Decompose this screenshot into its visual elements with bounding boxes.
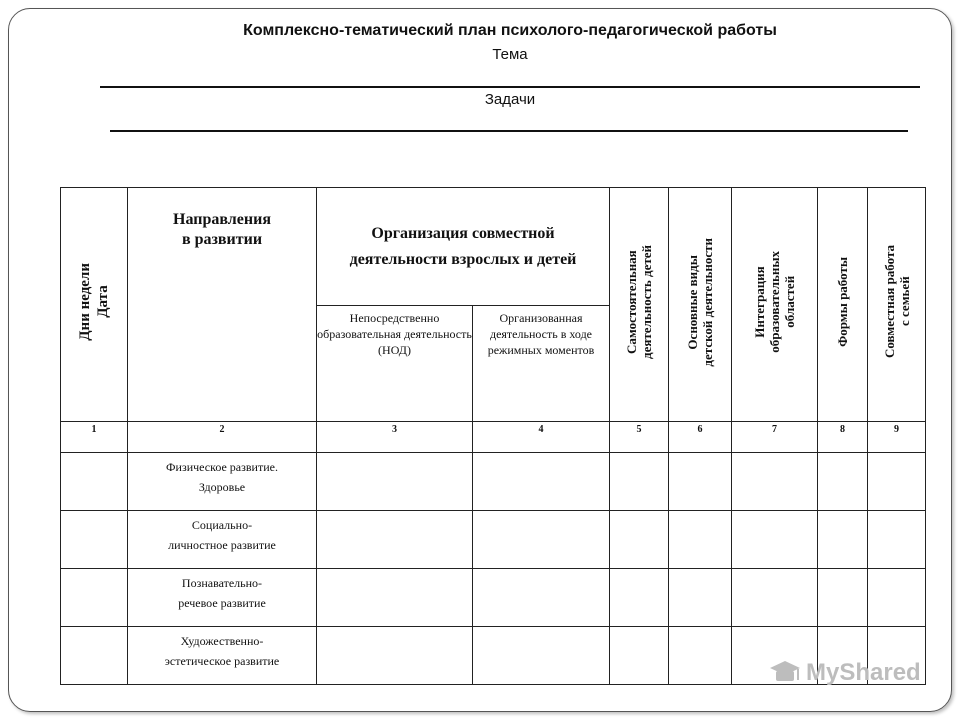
watermark (768, 658, 921, 688)
header-independent-label: Самостоятельная деятельность детей (624, 245, 654, 359)
watermark-text: MyShared (806, 659, 921, 686)
col-number: 7 (732, 422, 818, 453)
header-family-label: Совместная работа с семьей (881, 245, 912, 359)
tasks-underline (110, 130, 908, 132)
header-main-types-label: Основные виды детской деятельности (685, 237, 715, 367)
header-directions: Направления в развитии (128, 188, 317, 422)
header-family (868, 188, 926, 422)
plan-table (60, 187, 926, 685)
tasks-label: Задачи (484, 91, 536, 108)
header-integration-label: Интеграция образовательных областей (752, 251, 797, 353)
col-number: 9 (868, 422, 926, 453)
theme-label: Тема (492, 46, 528, 63)
header-days (61, 188, 128, 422)
header-integration (732, 188, 818, 422)
header-organization: Организация совместной деятельности взрослых и детей (317, 188, 610, 306)
col-number: 6 (669, 422, 732, 453)
col-number: 3 (317, 422, 473, 453)
table-row (61, 453, 926, 511)
header-independent (610, 188, 669, 422)
col-number: 1 (61, 422, 128, 453)
col-number: 2 (128, 422, 317, 453)
theme-underline (100, 86, 920, 88)
header-forms-label: Формы работы (835, 257, 850, 347)
header-regime: Организованная деятельность в ходе режимных моментов (473, 306, 610, 422)
page-title: Комплексно-тематический план психолого-педагогической работы (243, 22, 777, 39)
row-label: Физическое развитие. Здоровье (128, 453, 317, 511)
table-row (61, 511, 926, 569)
header-main-types (669, 188, 732, 422)
table-row (61, 569, 926, 627)
header-forms (818, 188, 868, 422)
col-number: 5 (610, 422, 669, 453)
row-label: Социально- личностное развитие (128, 511, 317, 569)
mortarboard-icon (768, 658, 802, 688)
col-number: 4 (473, 422, 610, 453)
row-label: Познавательно- речевое развитие (128, 569, 317, 627)
header-days-label: Дни недели Дата (77, 263, 111, 341)
col-number: 8 (818, 422, 868, 453)
row-label: Художественно- эстетическое развитие (128, 627, 317, 685)
header-nod: Непосредственно образовательная деятельность (НОД) (317, 306, 473, 422)
